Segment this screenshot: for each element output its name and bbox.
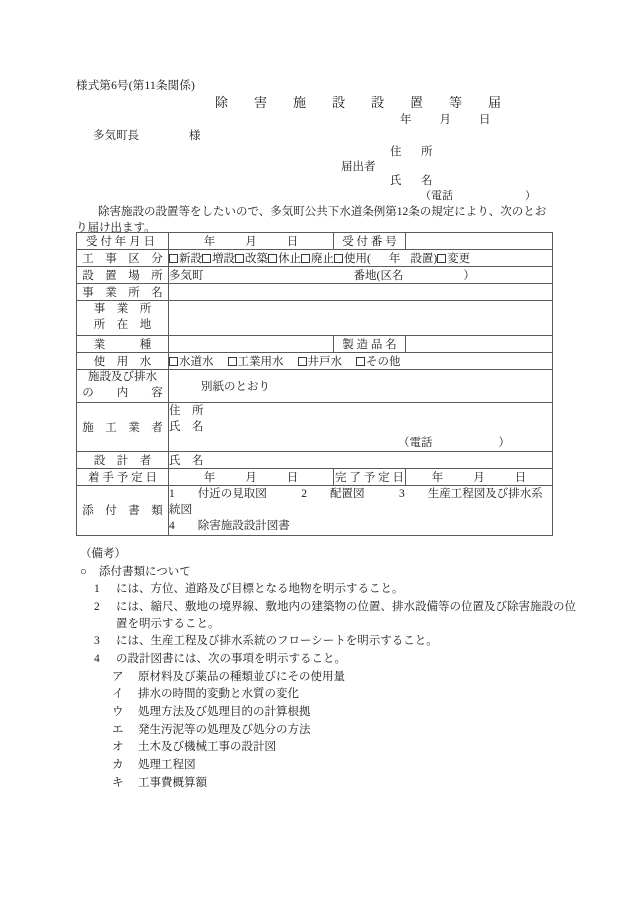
start-date-value-cell[interactable] bbox=[169, 469, 334, 486]
submission-date-line bbox=[400, 111, 491, 127]
document-title: 除 害 施 設 設 置 等 届 bbox=[215, 95, 508, 110]
main-form-table bbox=[76, 232, 553, 536]
checkbox-icon[interactable] bbox=[202, 254, 211, 263]
remarks-sub-kana: イ bbox=[112, 688, 124, 701]
remarks-item-text: には、方位、道路及び目標となる地物を明示すること。 bbox=[116, 583, 404, 596]
table-row-facility bbox=[77, 370, 553, 403]
checkbox-use[interactable] bbox=[334, 250, 437, 266]
location-value-cell[interactable] bbox=[169, 267, 553, 284]
checkbox-change[interactable] bbox=[437, 250, 470, 266]
work-type-label: 工 事 区 分 bbox=[82, 253, 163, 265]
receipt-no-value-cell[interactable] bbox=[406, 233, 553, 250]
location-town: 多気町 bbox=[169, 270, 204, 282]
end-day-label: 日 bbox=[514, 472, 527, 485]
start-date-label-cell bbox=[77, 469, 169, 486]
checkbox-icon[interactable] bbox=[356, 357, 365, 366]
addressee-name: 多気町長 bbox=[93, 130, 139, 142]
checkbox-tap-water[interactable] bbox=[169, 353, 214, 369]
remarks-item bbox=[94, 599, 576, 632]
remarks-circle-text: 添付書類について bbox=[98, 565, 191, 578]
remarks-item-text: には、生産工程及び排水系統のフローシートを明示すること。 bbox=[116, 635, 438, 648]
remarks-sub-text: 処理工程図 bbox=[138, 759, 196, 772]
receipt-no-label-cell bbox=[334, 233, 406, 250]
remarks-item bbox=[94, 581, 576, 598]
table-row-location bbox=[77, 267, 553, 284]
circle-bullet-icon: ○ bbox=[80, 565, 87, 578]
remarks-heading: （備考） bbox=[80, 548, 126, 560]
checkbox-icon[interactable] bbox=[301, 254, 310, 263]
work-type-label-cell bbox=[77, 250, 169, 267]
form-number: 様式第6号(第11条関係) bbox=[76, 80, 196, 92]
date-day-label: 日 bbox=[479, 114, 491, 126]
checkbox-new[interactable] bbox=[169, 250, 202, 266]
checkbox-well-water-label: 井戸水 bbox=[307, 356, 342, 368]
start-year-label: 年 bbox=[203, 472, 216, 485]
contractor-label-cell bbox=[77, 403, 169, 452]
remarks-sub-kana: ウ bbox=[112, 706, 124, 719]
product-value-cell[interactable] bbox=[406, 336, 553, 353]
table-row-work-type bbox=[77, 250, 553, 267]
end-date-value-cell[interactable] bbox=[406, 469, 553, 486]
attachments-line-2: 4 除害施設設計図書 bbox=[169, 520, 290, 533]
remarks-sub-item bbox=[112, 757, 576, 774]
end-date-label: 完 了 予 定 日 bbox=[335, 472, 404, 485]
remarks-sub-text: 処理方法及び処理目的の計算根拠 bbox=[138, 706, 311, 719]
remarks-sub-item bbox=[112, 669, 576, 686]
contractor-value-cell[interactable] bbox=[169, 403, 553, 452]
table-row-office-address bbox=[77, 301, 553, 336]
table-row-receipt bbox=[77, 233, 553, 250]
remarks-item bbox=[94, 633, 576, 650]
addressee-honorific: 様 bbox=[189, 130, 201, 142]
office-name-value-cell[interactable] bbox=[169, 284, 553, 301]
checkbox-expand-label: 増設 bbox=[212, 253, 235, 265]
table-row-water bbox=[77, 353, 553, 370]
receipt-date-value-cell[interactable] bbox=[169, 233, 334, 250]
checkbox-rebuild-label: 改築 bbox=[245, 253, 268, 265]
remarks-sub-text: 発生汚泥等の処理及び処分の方法 bbox=[138, 723, 311, 736]
table-row-designer bbox=[77, 452, 553, 469]
date-month-label: 月 bbox=[439, 114, 451, 126]
submitter-tel-open: （電話 bbox=[420, 190, 453, 202]
water-options-cell[interactable] bbox=[169, 353, 553, 370]
checkbox-industrial-water-label: 工業用水 bbox=[237, 356, 284, 368]
remarks-sub-text: 原材料及び薬品の種類並びにその使用量 bbox=[138, 670, 345, 683]
checkbox-other-water[interactable] bbox=[356, 353, 401, 369]
office-address-label-line2: 所 在 地 bbox=[93, 319, 152, 331]
designer-label: 設 計 者 bbox=[93, 455, 152, 468]
office-name-label-cell bbox=[77, 284, 169, 301]
remarks-item-number: 2 bbox=[94, 601, 100, 614]
facility-label-line1: 施設及び排水 bbox=[88, 371, 157, 384]
end-year-label: 年 bbox=[431, 472, 444, 485]
remarks-sub-text: 排水の時間的変動と水質の変化 bbox=[138, 688, 299, 701]
product-label: 製 造 品 名 bbox=[342, 339, 397, 351]
remarks-sub-item bbox=[112, 704, 576, 721]
checkbox-tap-water-label: 水道水 bbox=[179, 356, 214, 368]
submitter-tel-close: ） bbox=[525, 190, 536, 202]
remarks-section bbox=[76, 546, 576, 792]
remarks-sub-text: 工事費概算額 bbox=[138, 776, 207, 789]
office-address-value-cell[interactable] bbox=[169, 301, 553, 336]
checkbox-new-label: 新設 bbox=[179, 253, 202, 265]
remarks-sub-item bbox=[112, 739, 576, 756]
remarks-item bbox=[94, 651, 576, 668]
submitter-telephone bbox=[420, 187, 536, 203]
checkbox-rebuild[interactable] bbox=[235, 250, 268, 266]
checkbox-well-water[interactable] bbox=[298, 353, 343, 369]
end-month-label: 月 bbox=[473, 472, 485, 485]
designer-name-label: 氏 名 bbox=[169, 455, 204, 468]
office-address-label-cell bbox=[77, 301, 169, 336]
designer-label-cell bbox=[77, 452, 169, 469]
checkbox-other-water-label: その他 bbox=[366, 356, 401, 368]
checkbox-change-label: 変更 bbox=[447, 253, 471, 265]
contractor-name-label: 氏 名 bbox=[169, 421, 204, 434]
remarks-item-text: には、縮尺、敷地の境界線、敷地内の建築物の位置、排水設備等の位置及び除害施設の位置を明示すること。 bbox=[116, 601, 576, 630]
location-close-paren: ） bbox=[463, 270, 475, 282]
industry-label-cell bbox=[77, 336, 169, 353]
checkbox-abolish[interactable] bbox=[301, 250, 334, 266]
submitter-name-label: 氏 名 bbox=[390, 175, 437, 187]
checkbox-icon[interactable] bbox=[298, 357, 307, 366]
receipt-date-label: 受 付 年 月 日 bbox=[86, 236, 155, 248]
remarks-sub-item bbox=[112, 686, 576, 703]
checkbox-icon[interactable] bbox=[334, 254, 343, 263]
contractor-telephone bbox=[169, 435, 552, 451]
table-row-office-name bbox=[77, 284, 553, 301]
office-name-label: 事 業 所 名 bbox=[82, 287, 163, 299]
remarks-sub-kana: ア bbox=[112, 670, 124, 683]
remarks-sub-kana: キ bbox=[112, 776, 124, 789]
facility-label-cell bbox=[77, 370, 169, 403]
submitter-address-label: 住 所 bbox=[390, 146, 437, 158]
water-label-cell bbox=[77, 353, 169, 370]
checkbox-icon[interactable] bbox=[169, 357, 178, 366]
end-date-label-cell bbox=[334, 469, 406, 486]
checkbox-icon[interactable] bbox=[228, 357, 237, 366]
start-date-label: 着 手 予 定 日 bbox=[88, 472, 157, 485]
checkbox-icon[interactable] bbox=[235, 254, 244, 263]
remarks-sub-kana: オ bbox=[112, 741, 124, 754]
remarks-item-number: 3 bbox=[94, 635, 100, 648]
receipt-no-label: 受 付 番 号 bbox=[342, 236, 397, 248]
checkbox-use-label: 使用( bbox=[344, 253, 371, 265]
office-address-label-line1: 事 業 所 bbox=[93, 303, 152, 316]
checkbox-suspend-label: 休止 bbox=[278, 253, 301, 265]
remarks-sub-kana: エ bbox=[112, 723, 124, 736]
remarks-sub-text: 土木及び機械工事の設計図 bbox=[138, 741, 276, 754]
attachments-label-cell bbox=[77, 486, 169, 535]
table-row-contractor bbox=[77, 403, 553, 452]
remarks-sub-kana: カ bbox=[112, 759, 124, 772]
start-day-label: 日 bbox=[286, 472, 299, 485]
receipt-date-label-cell bbox=[77, 233, 169, 250]
intro-paragraph: 除害施設の設置等をしたいので、多気町公共下水道条例第12条の規定により、次のとおり届け出ます。 bbox=[76, 206, 547, 235]
contractor-tel-close: ） bbox=[498, 437, 510, 450]
contractor-label: 施 工 業 者 bbox=[82, 422, 163, 435]
checkbox-icon[interactable] bbox=[437, 254, 446, 263]
checkbox-icon[interactable] bbox=[268, 254, 277, 263]
facility-value-cell[interactable]: 別紙のとおり bbox=[169, 370, 553, 403]
receipt-year-label: 年 bbox=[203, 236, 216, 248]
remarks-item-number: 1 bbox=[94, 583, 100, 596]
product-label-cell bbox=[334, 336, 406, 353]
checkbox-suspend[interactable] bbox=[268, 250, 301, 266]
remarks-sub-item bbox=[112, 722, 576, 739]
submitter-label: 届出者 bbox=[341, 161, 376, 173]
attachments-label: 添 付 書 類 bbox=[82, 505, 163, 518]
use-year-label: 年 bbox=[388, 253, 401, 265]
checkbox-industrial-water[interactable] bbox=[228, 353, 284, 369]
location-label-cell bbox=[77, 267, 169, 284]
contractor-address-label: 住 所 bbox=[169, 405, 204, 417]
addressee bbox=[93, 127, 201, 143]
checkbox-expand[interactable] bbox=[202, 250, 235, 266]
table-row-industry bbox=[77, 336, 553, 353]
remarks-item-text: の設計図書には、次の事項を明示すること。 bbox=[116, 653, 346, 666]
work-type-options-cell[interactable] bbox=[169, 250, 553, 267]
start-month-label: 月 bbox=[245, 472, 257, 485]
remarks-item-number: 4 bbox=[94, 653, 100, 666]
table-row-dates bbox=[77, 469, 553, 486]
location-label: 設 置 場 所 bbox=[82, 270, 163, 282]
location-banchi-label: 番地(区名 bbox=[353, 270, 404, 282]
industry-value-cell[interactable] bbox=[169, 336, 334, 353]
industry-label: 業 種 bbox=[93, 339, 152, 351]
receipt-day-label: 日 bbox=[286, 236, 299, 248]
facility-label-line2: の 内 容 bbox=[82, 387, 163, 399]
date-year-label: 年 bbox=[400, 114, 412, 126]
water-label: 使 用 水 bbox=[93, 356, 152, 368]
attachments-line-1: 1 付近の見取図 2 配置図 3 生産工程図及び排水系統図 bbox=[169, 488, 543, 517]
use-install-label: 設置) bbox=[410, 253, 438, 265]
remarks-circle-line bbox=[80, 564, 576, 581]
contractor-tel-open: （電話 bbox=[398, 437, 433, 450]
checkbox-abolish-label: 廃止 bbox=[311, 253, 334, 265]
checkbox-icon[interactable] bbox=[169, 254, 178, 263]
receipt-month-label: 月 bbox=[245, 236, 257, 248]
remarks-sub-item bbox=[112, 775, 576, 792]
designer-value-cell[interactable] bbox=[169, 452, 553, 469]
attachments-value-cell bbox=[169, 486, 553, 535]
table-row-attachments bbox=[77, 486, 553, 535]
